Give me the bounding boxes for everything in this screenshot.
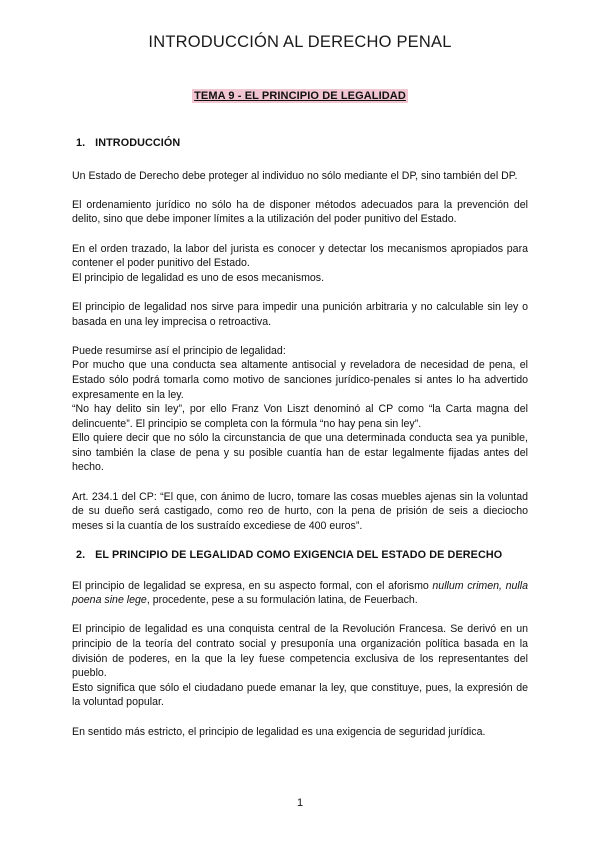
section-2-paragraph-1 xyxy=(72,579,528,608)
section-1-paragraph-5b: Por mucho que una conducta sea altamente antisocial y reveladora de necesidad de pena, el Estado sólo podrá tomarla como motivo de sanciones jurídico-penales si antes lo ha advertido expresamente en la ley. xyxy=(72,359,528,401)
section-1-number: 1. xyxy=(76,137,86,149)
document-header-title: INTRODUCCIÓN AL DERECHO PENAL xyxy=(148,33,452,51)
section-2-paragraph-1-start: El principio de legalidad se expresa, en su aspecto formal, con el aforismo xyxy=(72,579,433,592)
latin-aphorism: nullum crimen, nulla poena sine lege xyxy=(72,579,528,607)
section-1-paragraph-2: El ordenamiento jurídico no sólo ha de disponer métodos adecuados para la prevención del delito, sino que debe imponer límites a la utilización del poder punitivo del Estado. xyxy=(72,198,528,226)
section-2-paragraph-2a: El principio de legalidad es una conquista central de la Revolución Francesa. Se derivó en un principio de la teoría del contrato social y presuponía una organización política basada en la división de poderes, en la que la ley fuese competencia exclusiva de los representantes del pueblo. xyxy=(72,623,528,680)
section-1-paragraph-3b: El principio de legalidad es uno de esos mecanismos. xyxy=(72,271,325,284)
section-2-paragraph-3: En sentido más estricto, el principio de legalidad es una exigencia de seguridad jurídica. xyxy=(72,725,486,738)
section-2-title: EL PRINCIPIO DE LEGALIDAD COMO EXIGENCIA DEL ESTADO DE DERECHO xyxy=(95,549,503,562)
section-1-paragraph-5a: Puede resumirse así el principio de legalidad: xyxy=(72,344,286,357)
section-1-paragraph-5c: “No hay delito sin ley”, por ello Franz Von Liszt denominó al CP como “la Carta magna del delincuente”. El principio se completa con la fórmula “no hay pena sin ley”. xyxy=(72,403,528,430)
section-1-paragraph-1: Un Estado de Derecho debe proteger al individuo no sólo mediante el DP, sino también del DP. xyxy=(72,169,518,182)
section-1-paragraph-4: El principio de legalidad nos sirve para impedir una punición arbitraria y no calculable sin ley o basada en una ley imprecisa o retroactiva. xyxy=(72,300,528,328)
section-2-heading xyxy=(76,548,528,563)
section-1-heading xyxy=(76,136,528,151)
section-1-paragraph-6: Art. 234.1 del CP: “El que, con ánimo de lucro, tomare las cosas muebles ajenas sin la voluntad de su dueño será castigado, como reo de hurto, con la pena de prisión de seis a dieciocho meses si la cuantía de los sustraído excediese de 400 euros”. xyxy=(72,490,528,532)
section-1-paragraph-5d: Ello quiere decir que no sólo la circunstancia de que una determinada conducta sea ya punible, sino también la clase de pena y su posible cuantía han de estar legalmente fijadas antes del hecho. xyxy=(72,432,528,474)
section-1-title: INTRODUCCIÓN xyxy=(95,137,181,149)
topic-title: TEMA 9 - EL PRINCIPIO DE LEGALIDAD xyxy=(194,90,406,102)
topic-title-wrapper xyxy=(0,86,600,104)
section-2-paragraph-2b: Esto significa que sólo el ciudadano puede emanar la ley, que constituye, pues, la expresión de la voluntad popular. xyxy=(72,681,528,709)
section-2-paragraph-1-end: , procedente, pese a su formulación latina, de Feuerbach. xyxy=(146,594,418,607)
page-number: 1 xyxy=(296,797,304,809)
document-body xyxy=(72,136,528,754)
section-1-paragraph-3a: En el orden trazado, la labor del jurista es conocer y detectar los mecanismos apropiados para contener el poder punitivo del Estado. xyxy=(72,242,528,270)
section-2-number: 2. xyxy=(76,549,86,562)
